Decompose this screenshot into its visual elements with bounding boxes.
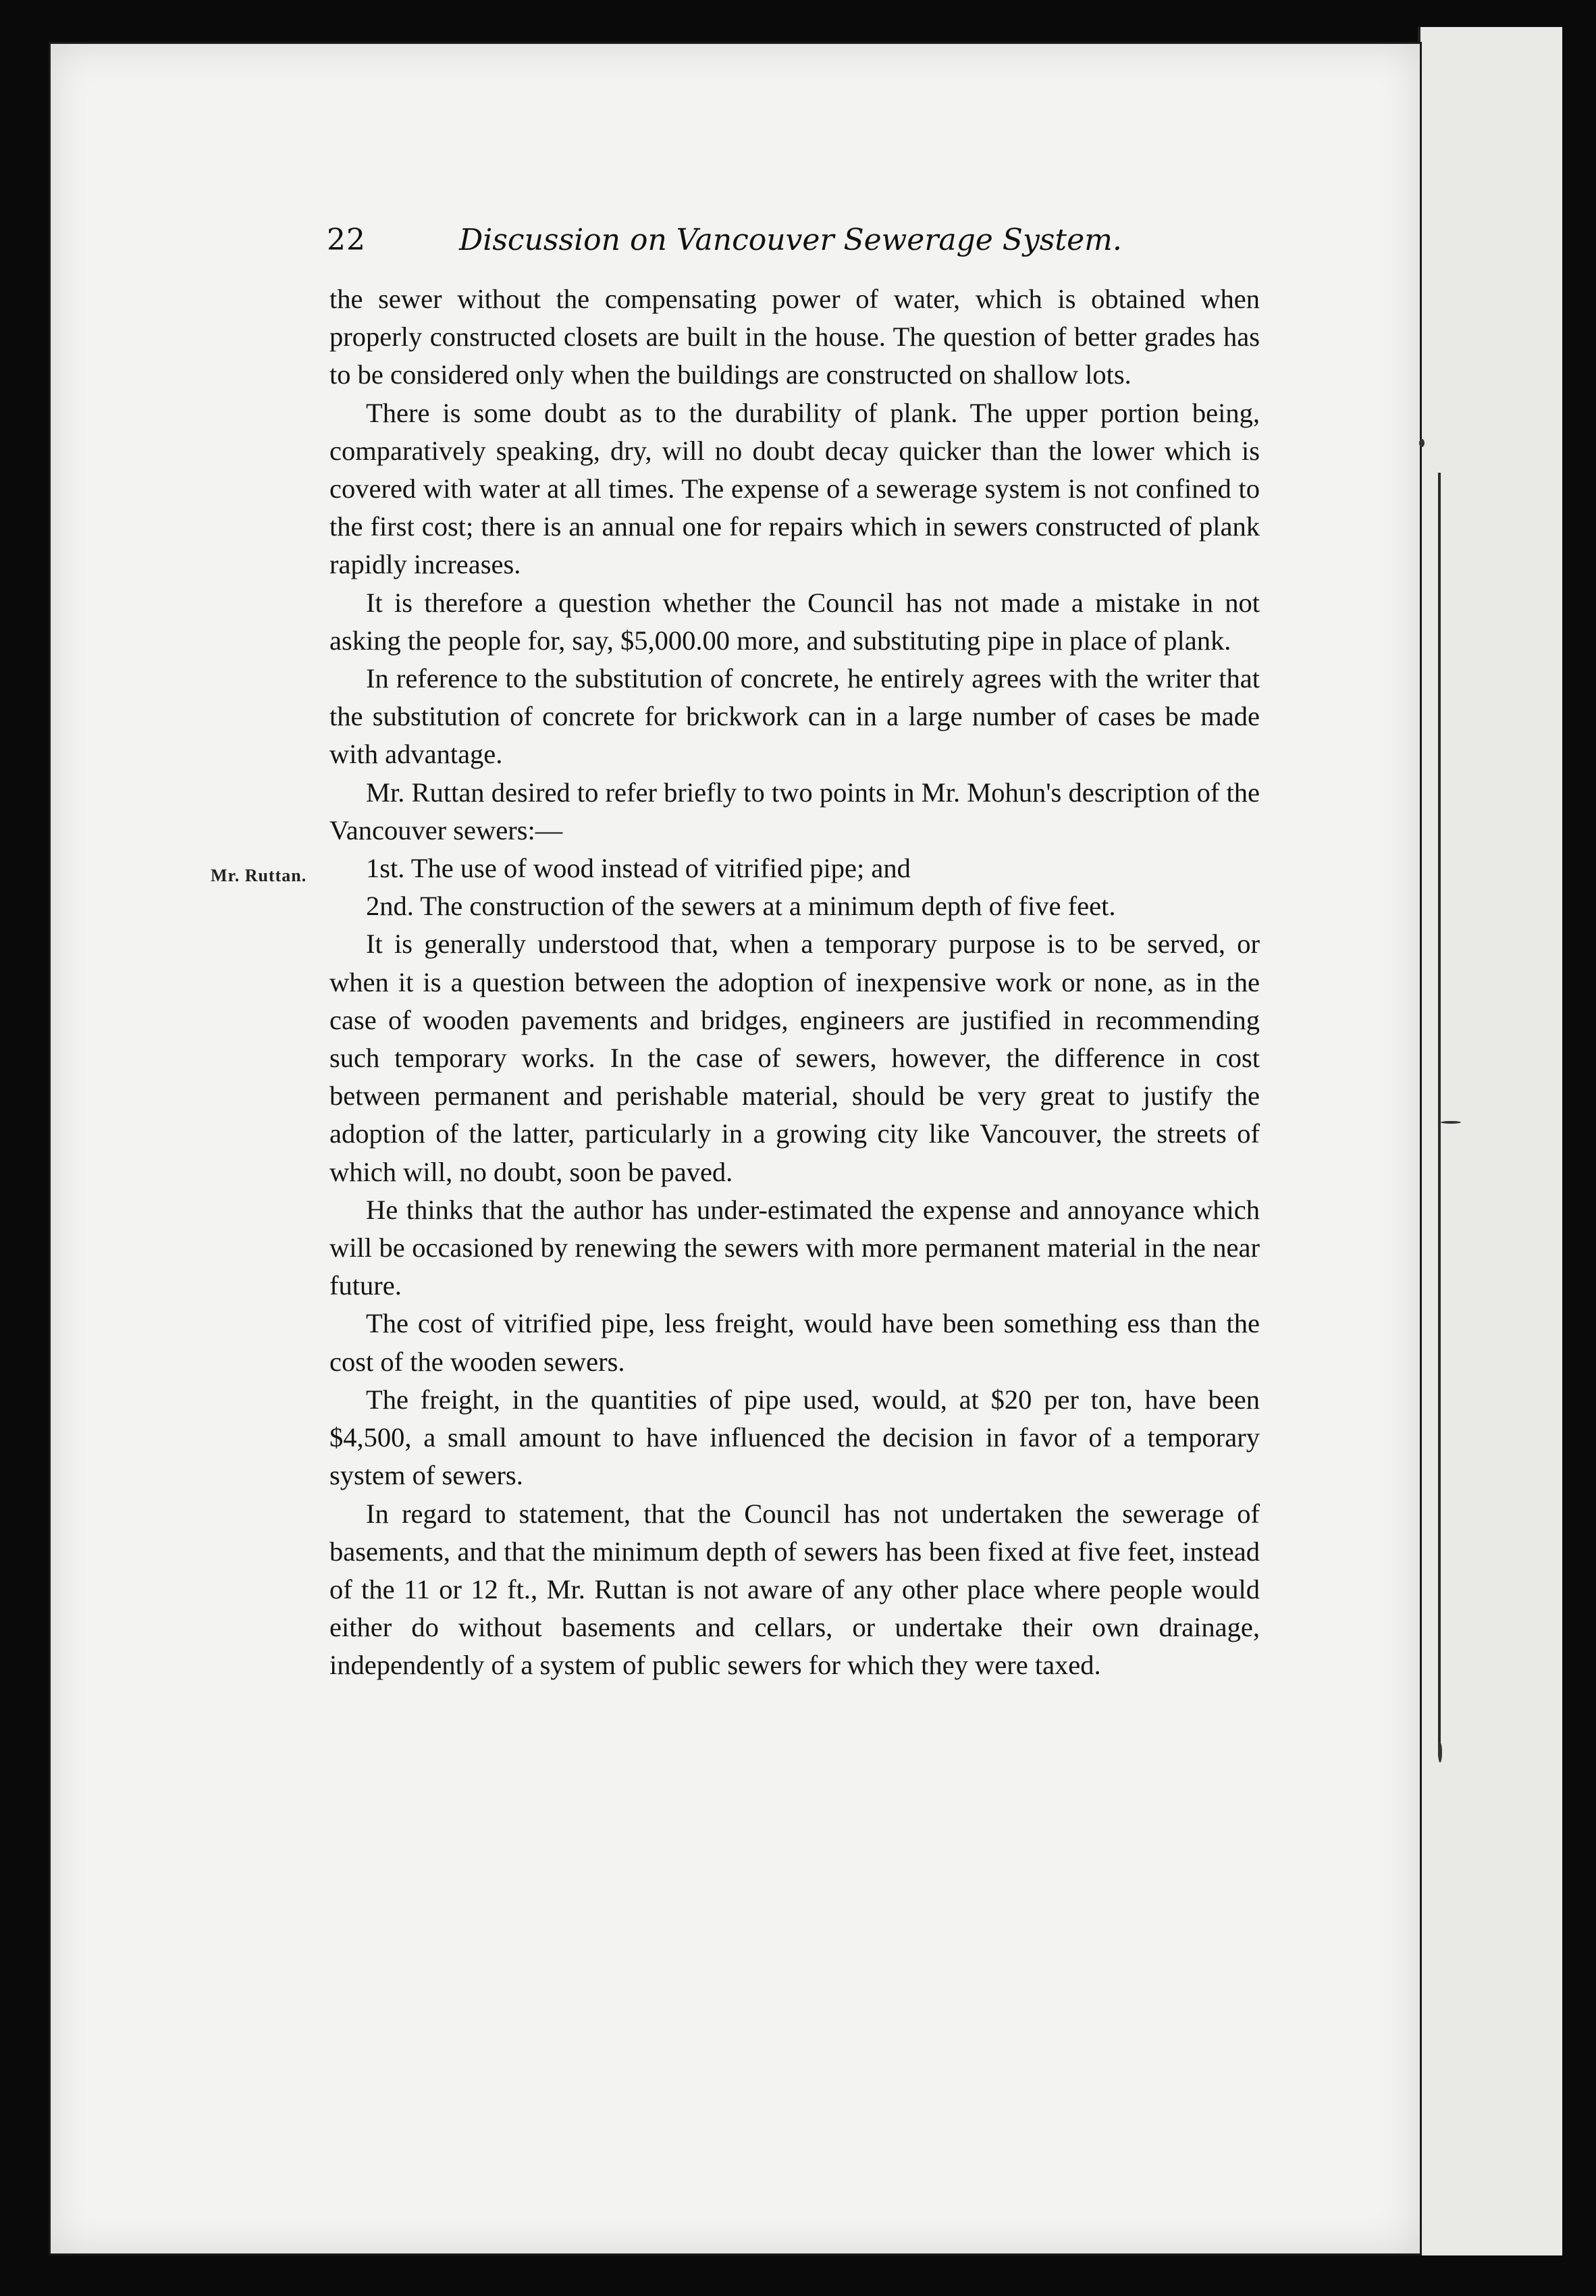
margin-note-speaker: Mr. Ruttan. (211, 866, 307, 885)
paragraph: 2nd. The construction of the sewers at a minimum depth of five feet. (366, 891, 1116, 922)
paragraph: Mr. Ruttan desired to refer briefly to two points in Mr. Mohun's description of the Vancouver sewers:— (329, 777, 1260, 845)
paragraph: 1st. The use of wood instead of vitrified pipe; and (366, 853, 911, 884)
page-fold-line (1438, 473, 1441, 1756)
paragraph: There is some doubt as to the durability of plank. The upper portion being, comparatively speaking, dry, will no doubt decay quicker than the lower which is covered with water at all times. The expense of a sewerage system is not confined to the first cost; there is an annual one for repairs which in sewers constructed of plank rapidly increases. (329, 397, 1260, 580)
paragraph: It is generally understood that, when a temporary purpose is to be served, or when it is a question between the adoption of inexpensive work or none, as in the case of wooden pavements and bridges, engineers are justified in recommending such temporary works. In the case of sewers, however, the difference in cost between permanent and perishable material, should be very great to justify the adoption of the latter, particularly in a growing city like Vancouver, the streets of which will, no doubt, soon be paved. (329, 929, 1260, 1187)
scan-speck (1438, 1742, 1442, 1763)
scan-speck (1419, 439, 1425, 447)
paragraph: It is therefore a question whether the Council has not made a mistake in not asking the people for, say, $5,000.00 more, and substituting pipe in place of plank. (329, 587, 1260, 656)
paragraph: the sewer without the compensating power of water, which is obtained when properly constructed closets are built in the house. The question of better grades has to be considered only when the buildings are constructed on shallow lots. (329, 284, 1260, 390)
paragraph: He thinks that the author has under-estimated the expense and annoyance which will be occasioned by renewing the sewers with more permanent material in the near future. (329, 1194, 1260, 1301)
body-text (329, 280, 1260, 1685)
running-head: Discussion on Vancouver Sewerage System. (459, 223, 1122, 257)
paragraph: In reference to the substitution of concrete, he entirely agrees with the writer that the substitution of concrete for brickwork can in a large number of cases be made with advantage. (329, 663, 1260, 770)
paragraph: The cost of vitrified pipe, less freight, would have been something ess than the cost of the wooden sewers. (329, 1308, 1260, 1377)
page-number: 22 (327, 223, 366, 257)
scan-speck (1441, 1121, 1461, 1124)
paragraph: The freight, in the quantities of pipe used, would, at $20 per ton, have been $4,500, a small amount to have influenced the decision in favor of a temporary system of sewers. (329, 1384, 1260, 1491)
paragraph: In regard to statement, that the Council has not undertaken the sewerage of basements, and that the minimum depth of sewers has been fixed at five feet, instead of the 11 or 12 ft., Mr. Ruttan is not aware of any other place where people would either do without basements and cellars, or undertake their own drainage, independently of a system of public sewers for which they were taxed. (329, 1498, 1260, 1681)
page-header (327, 223, 1252, 270)
